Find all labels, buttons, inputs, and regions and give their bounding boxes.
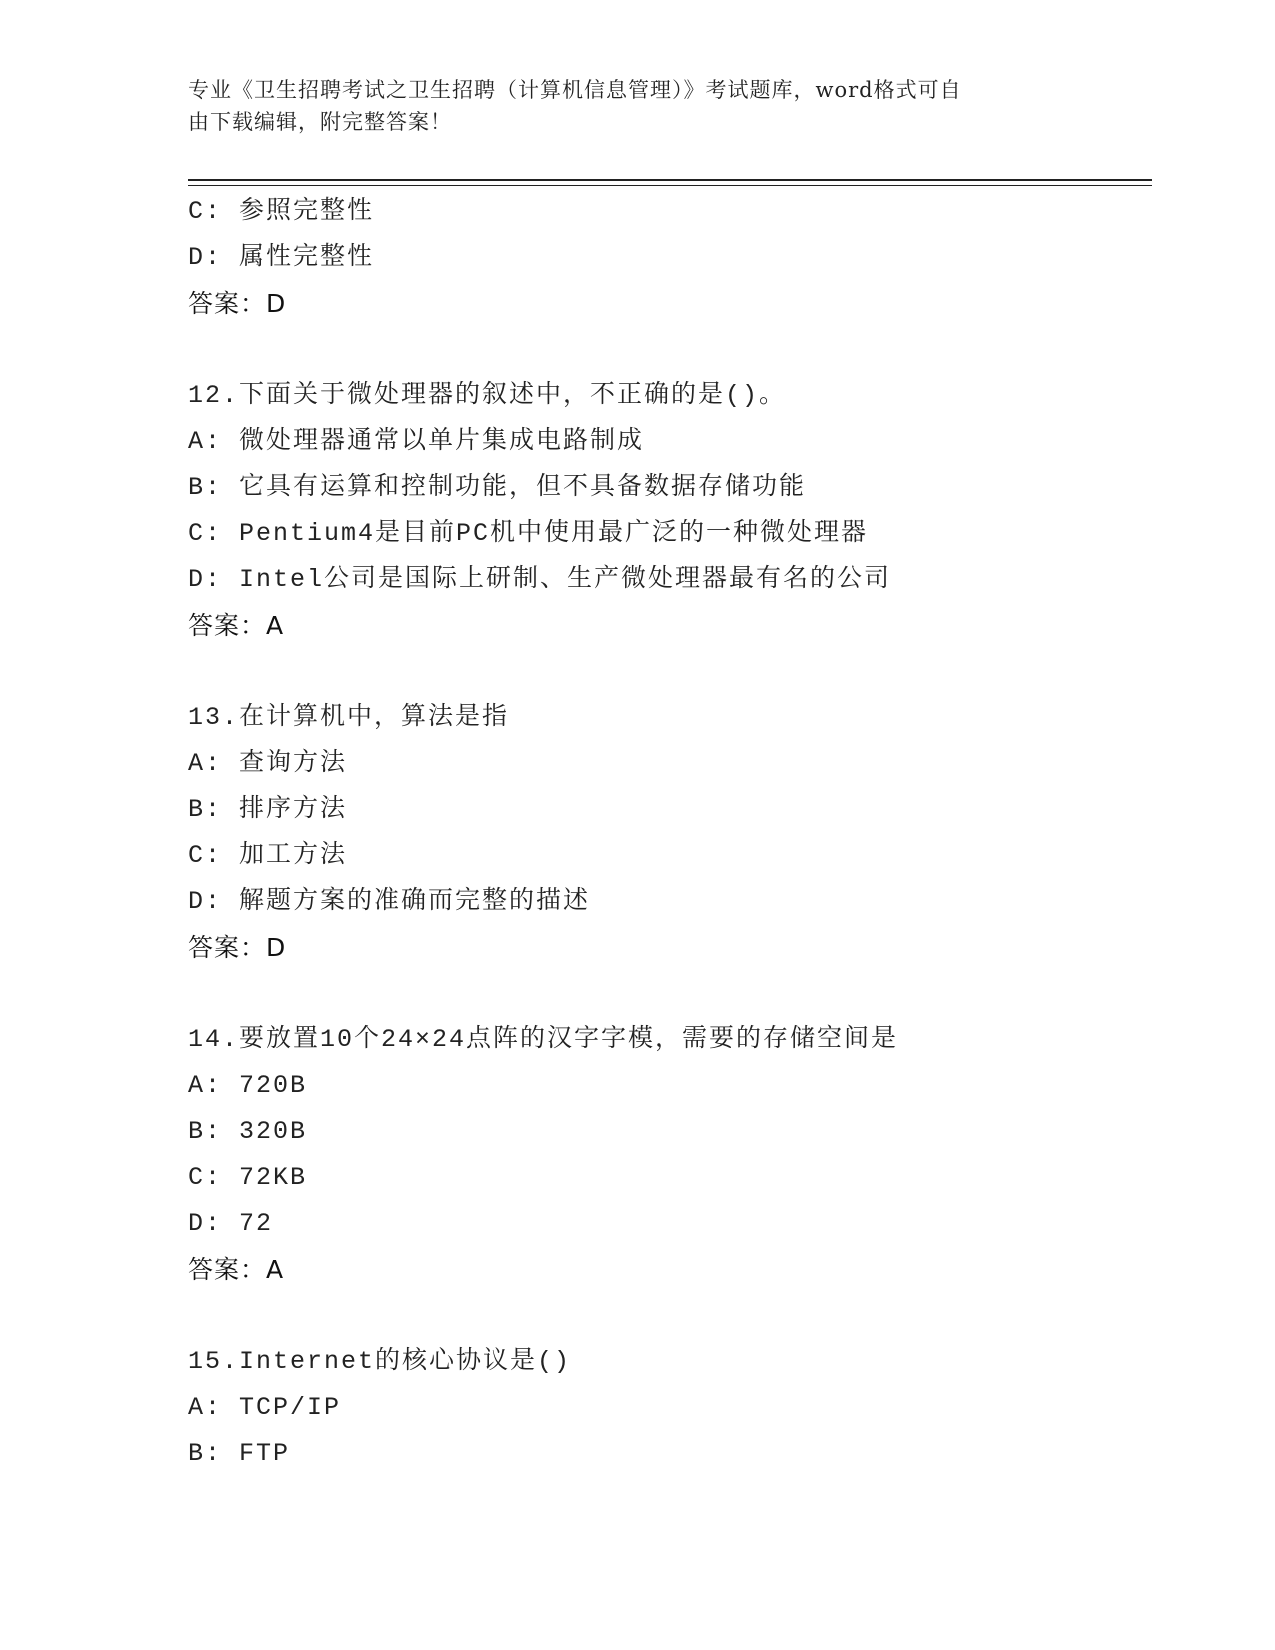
answer-line: 答案：D	[188, 289, 287, 318]
option-c: C: Pentium4是目前PC机中使用最广泛的一种微处理器	[188, 519, 869, 548]
option-b: B: 320B	[188, 1117, 308, 1146]
option-d: D: 72	[188, 1209, 274, 1238]
question-12	[188, 373, 1152, 649]
option-d: D: 解题方案的准确而完整的描述	[188, 887, 591, 916]
option-a: A: 查询方法	[188, 749, 348, 778]
question-stem: 15.Internet的核心协议是()	[188, 1347, 572, 1376]
answer-line: 答案：D	[188, 933, 287, 962]
question-stem: 12.下面关于微处理器的叙述中，不正确的是()。	[188, 381, 787, 410]
option-c: C: 参照完整性	[188, 197, 375, 226]
question-stem: 13.在计算机中，算法是指	[188, 703, 510, 732]
question-stem: 14.要放置10个24×24点阵的汉字字模，需要的存储空间是	[188, 1025, 899, 1054]
question-list	[188, 189, 1152, 1477]
question-13	[188, 695, 1152, 971]
header-divider-thick	[188, 179, 1152, 181]
answer-line: 答案：A	[188, 1255, 285, 1284]
option-a: A: TCP/IP	[188, 1393, 342, 1422]
option-c: C: 72KB	[188, 1163, 308, 1192]
question-15	[188, 1339, 1152, 1477]
header-line-1: 专业《卫生招聘考试之卫生招聘（计算机信息管理）》考试题库，word格式可自	[188, 78, 962, 102]
document-header	[188, 74, 1088, 138]
question-11-continued	[188, 189, 1152, 327]
option-d: D: Intel公司是国际上研制、生产微处理器最有名的公司	[188, 565, 892, 594]
spacer	[188, 1293, 1152, 1339]
option-b: B: 它具有运算和控制功能，但不具备数据存储功能	[188, 473, 807, 502]
option-b: B: FTP	[188, 1439, 291, 1468]
option-b: B: 排序方法	[188, 795, 348, 824]
spacer	[188, 649, 1152, 695]
spacer	[188, 327, 1152, 373]
option-d: D: 属性完整性	[188, 243, 375, 272]
option-c: C: 加工方法	[188, 841, 348, 870]
answer-line: 答案：A	[188, 611, 285, 640]
option-a: A: 微处理器通常以单片集成电路制成	[188, 427, 645, 456]
option-a: A: 720B	[188, 1071, 308, 1100]
header-divider-thin	[188, 185, 1152, 186]
question-14	[188, 1017, 1152, 1293]
header-line-2: 由下载编辑，附完整答案！	[188, 110, 452, 134]
spacer	[188, 971, 1152, 1017]
